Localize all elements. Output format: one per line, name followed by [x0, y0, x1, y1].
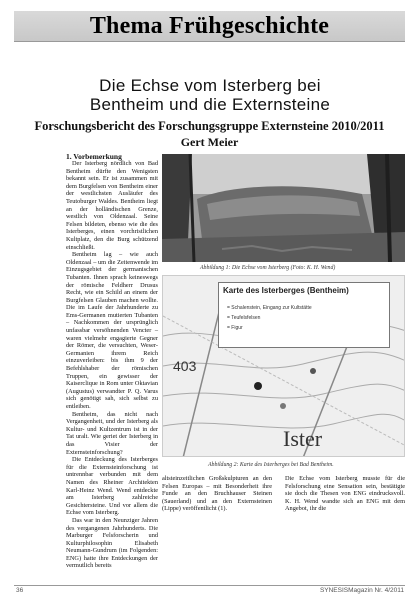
legend-item-figur: = Figur [227, 325, 243, 331]
legend-item-teufelsfelsen: = Teufelsfelsen [227, 315, 261, 321]
map-legend [218, 282, 390, 348]
paragraph: altsteinzeitlichen Großskulpturen an den Felsen Europas – mit Besonderheit ihre Funde an den Bruchhauser Steinen (Sauerland) und an den Externsteinen (Lippe) veröffentlicht (1). [162, 475, 272, 513]
map-place-label: Ister [283, 426, 323, 451]
paragraph: Das war in den Neunziger Jahren des vergangenen Jahrhunderts. Die Marburger Felsforscherin und Kulturphilosophin Elisabeth Neumann-Gundrum (im Folgenden: ENG) hatte ihre Entdeckungen der vermutlich bereits [66, 516, 158, 570]
page-number: 36 [16, 587, 24, 594]
footer-rule [14, 585, 405, 586]
rock-photo [162, 154, 405, 262]
paragraph: Der Isterberg nördlich von Bad Bentheim dürfte den Wenigsten bekannt sein. Er ist zusammen mit dem Burgfelsen von Bentheim einer der westlichsten Ausläufer des Teutoburger Waldes. Bentheim liegt an der holländischen Grenze, westlich von Oldenzaal. Seine Felsen bildeten, ebenso wie die des Isterberges, einen vorchristlichen Kultplatz, den die Burg schützend einschließt. [66, 160, 158, 251]
column-right [285, 475, 405, 513]
paragraph: Die Echse vom Isterberg musste für die Felsforschung eine Sensation sein, bestätigte sie doch die Thesen von ENG eindrucksvoll. K. H. Wend wandte sich an ENG mit dem Angebot, ihr die [285, 475, 405, 513]
column-left [66, 160, 158, 570]
author: Gert Meier [180, 135, 239, 149]
column-middle [162, 475, 272, 513]
figure-caption-1: Abbildung 1: Die Echse vom Isterberg (Foto: K. H. Wend) [200, 265, 336, 271]
map-figure [162, 275, 405, 457]
svg-text:403: 403 [173, 358, 197, 374]
figure-caption-2: Abbildung 2: Karte des Isterberges bei Bad Bentheim. [208, 462, 334, 468]
paragraph: Bentheim lag – wie auch Oldenzaal – um die Zeitenwende im Einzugsgebiet der germanischen Tubanten. Ihnen sprach keineswegs der römische Feldherr Drusus Recht, wie ein Schild an einem der Burgfelsen Glauben machen wollte. Die im Laufe der Jahrhunderte zu Ems-Germanen mutierten Tubanten – Nachkommen der ursprünglich unfassbar versöhnenden Vencter – waren vielmehr engagierte Gegner der Römer, die versuchten, Weser-Germanien ihrem Reich einzuverleiben: bis ihm 9 der Befehlshaber der römischen Truppen, ein gewisser der Kaiserclique in Rom unter Oktavian (Augustus) verwandter P. Q. Varus sich genötigt sah, sich selbst zu entleiben. [66, 251, 158, 410]
map-title: Karte des Isterberges (Bentheim) [223, 286, 349, 295]
legend-item-schalenstein: = Schalenstein, Eingang zur Kultstätte [227, 305, 312, 311]
article-subtitle: Forschungsbericht des Forschungsgruppe Externsteine 2010/2011 [34, 119, 385, 133]
paragraph: Bentheim, das nicht nach Vergangenheit, und der Isterberg als Kultur- und Kultzentrum ist in der Tat uralt. Wie geriet der Isterberg in das Visier der Externsteinforschung? [66, 410, 158, 456]
article-title-line1: Die Echse vom Isterberg bei [99, 76, 321, 95]
paragraph: Die Entdeckung des Isterberges für die Externsteinforschung ist untrennbar verbunden mit dem Namen des Rheiner Architekten Karl-Heinz Wend. Wend entdeckte am Isterberg zahlreiche Gesichtersteine. Und vor allem die Echse vom Isterberg. [66, 456, 158, 517]
section-title: Thema Frühgeschichte [89, 13, 330, 39]
section-heading: 1. Vorbemerkung [66, 152, 122, 161]
magazine-name: SYNESISMagazin Nr. 4/2011 [319, 587, 404, 594]
article-title-line2: Bentheim und die Externsteine [89, 95, 331, 114]
